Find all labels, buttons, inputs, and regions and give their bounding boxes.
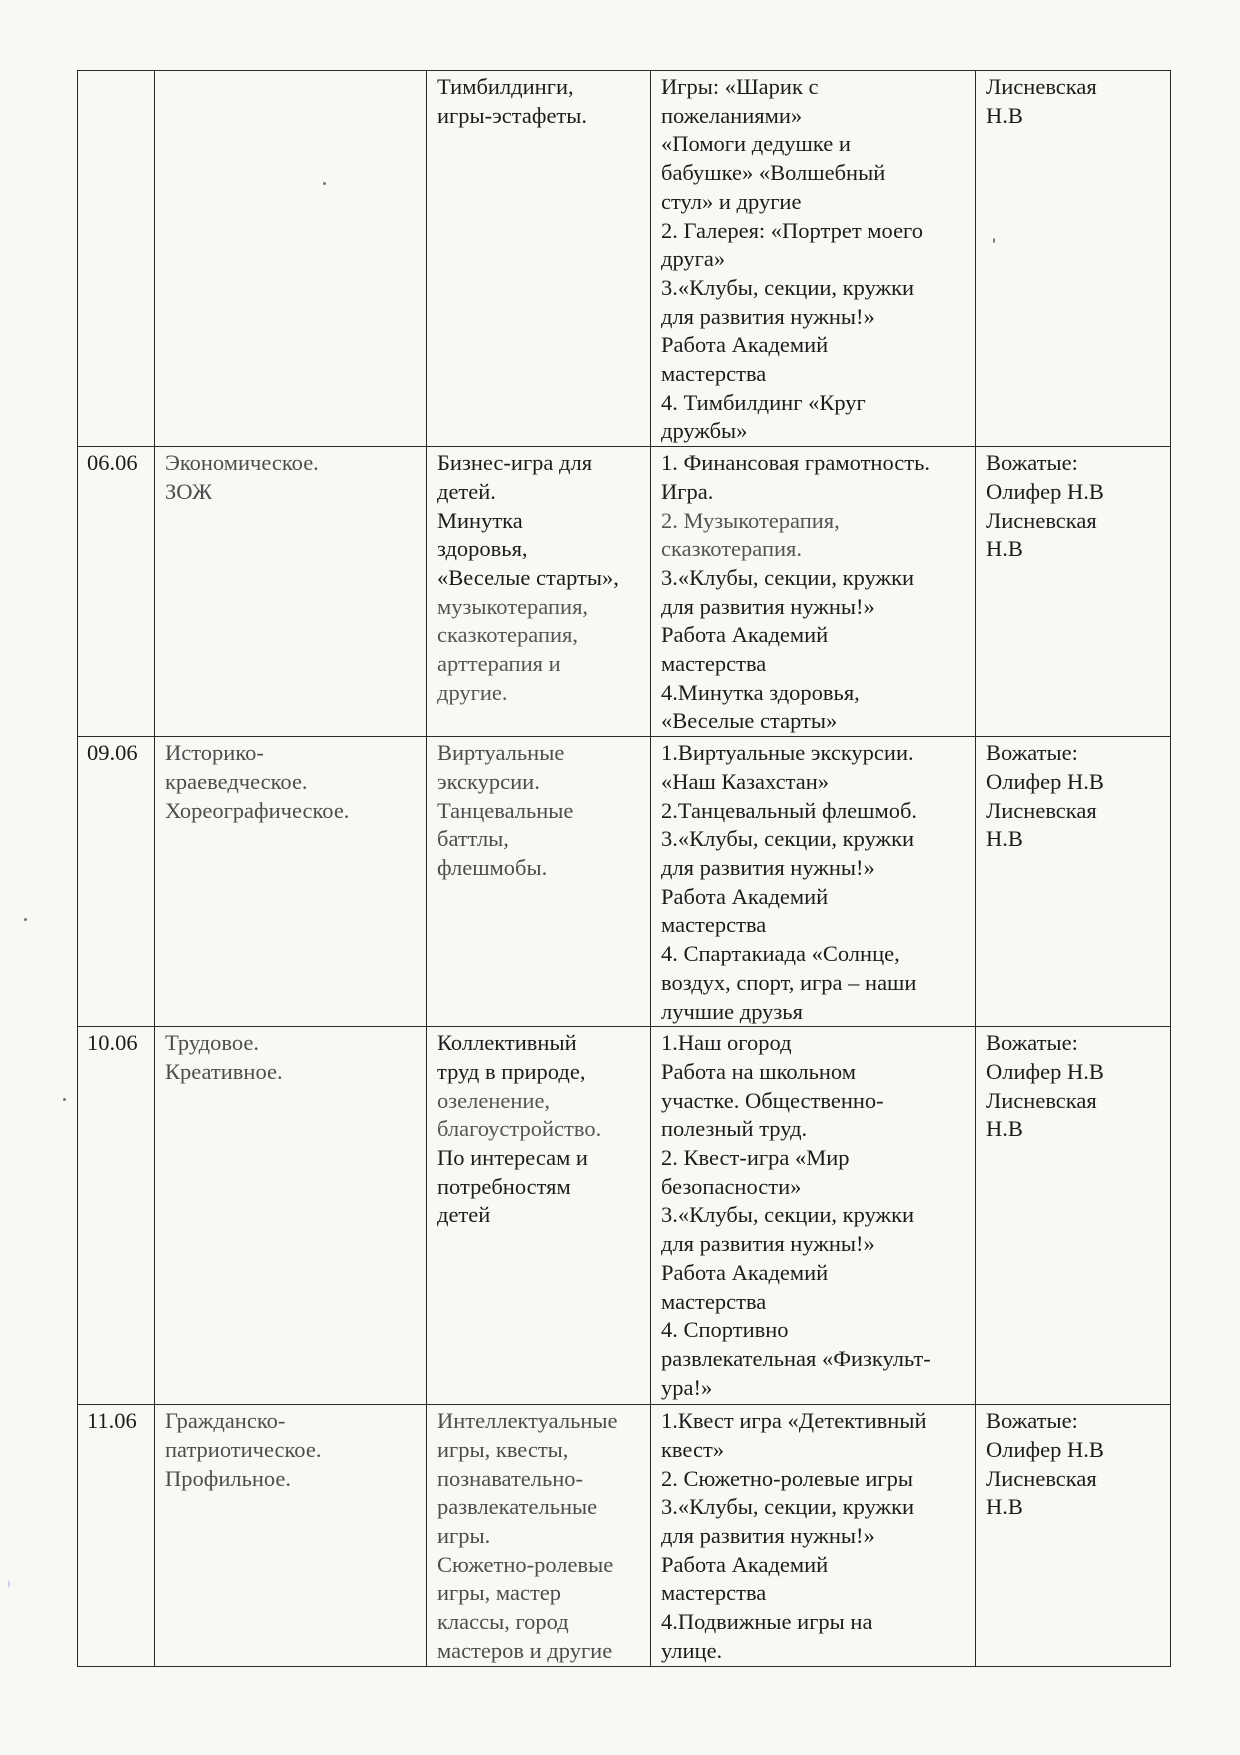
- cell-line: 4. Тимбилдинг «Круг: [661, 389, 866, 415]
- forms-cell: [427, 1027, 651, 1405]
- cell-line: Игры: «Шарик с: [661, 74, 819, 99]
- direction-cell: [155, 1405, 427, 1666]
- cell-line: Виртуальные: [437, 740, 565, 766]
- cell-line: мастерства: [661, 651, 767, 677]
- cell-line: По интересам и: [437, 1145, 588, 1171]
- cell-line: «Помоги дедушке и: [661, 131, 851, 157]
- cell-line: Гражданско-: [165, 1408, 286, 1434]
- cell-line: сказкотерапия,: [437, 622, 579, 648]
- cell-line: Игра.: [661, 478, 714, 504]
- cell-line: Танцевальные: [437, 797, 574, 823]
- responsible-cell: [976, 447, 1171, 737]
- cell-line: стул» и другие: [661, 188, 802, 214]
- cell-line: Лисневская: [986, 797, 1097, 823]
- cell-line: Лисневская: [986, 74, 1097, 99]
- cell-line: Историко-: [165, 740, 264, 766]
- cell-line: Минутка: [437, 507, 523, 533]
- cell-line: Сюжетно-ролевые: [437, 1551, 614, 1577]
- direction-cell: [155, 447, 427, 737]
- cell-line: 3.«Клубы, секции, кружки: [661, 826, 915, 852]
- cell-line: арттерапия и: [437, 651, 561, 677]
- cell-line: флешмобы.: [437, 854, 548, 880]
- scan-speck: [63, 1098, 66, 1101]
- cell-line: Профильное.: [165, 1465, 292, 1491]
- cell-line: развлекательные: [437, 1494, 598, 1520]
- cell-line: мастерства: [661, 361, 767, 387]
- cell-line: Коллективный: [437, 1030, 577, 1056]
- cell-line: для развития нужны!»: [661, 1523, 875, 1549]
- date-cell: 09.06: [78, 737, 155, 1027]
- cell-line: лучшие друзья: [661, 998, 803, 1024]
- cell-line: детей: [437, 1202, 491, 1228]
- cell-line: Лисневская: [986, 507, 1097, 533]
- cell-line: мастеров и другие: [437, 1637, 613, 1663]
- cell-line: «Веселые старты»: [661, 708, 838, 734]
- cell-line: Работа Академий: [661, 332, 829, 358]
- cell-line: сказкотерапия.: [661, 536, 803, 562]
- responsible-cell: [976, 71, 1171, 447]
- cell-line: музыкотерапия,: [437, 593, 589, 619]
- cell-line: Н.В: [986, 102, 1023, 128]
- cell-line: познавательно-: [437, 1465, 584, 1491]
- forms-cell: [427, 447, 651, 737]
- cell-line: Лисневская: [986, 1087, 1097, 1113]
- cell-line: бабушке» «Волшебный: [661, 160, 886, 186]
- cell-line: краеведческое.: [165, 768, 308, 794]
- table-row: [78, 1027, 1171, 1405]
- cell-line: Олифер Н.В: [986, 1436, 1104, 1462]
- cell-line: мастерства: [661, 912, 767, 938]
- table-row: [78, 447, 1171, 737]
- table-row: [78, 737, 1171, 1027]
- cell-line: квест»: [661, 1436, 725, 1462]
- cell-line: мастерства: [661, 1580, 767, 1606]
- cell-line: игры, квесты,: [437, 1436, 569, 1462]
- cell-line: Экономическое.: [165, 450, 319, 476]
- cell-line: Работа Академий: [661, 1259, 829, 1285]
- cell-line: 3.«Клубы, секции, кружки: [661, 274, 915, 300]
- cell-line: 1.Наш огород: [661, 1030, 792, 1056]
- cell-line: благоустройство.: [437, 1116, 602, 1142]
- direction-cell: [155, 1027, 427, 1405]
- cell-line: 2. Квест-игра «Мир: [661, 1145, 850, 1171]
- activities-cell: [651, 447, 976, 737]
- cell-line: озеленение,: [437, 1087, 551, 1113]
- cell-line: детей.: [437, 478, 496, 504]
- cell-line: Хореографическое.: [165, 797, 350, 823]
- schedule-table-body: [78, 71, 1171, 1667]
- cell-line: 3.«Клубы, секции, кружки: [661, 1202, 915, 1228]
- cell-line: полезный труд.: [661, 1116, 808, 1142]
- date-cell: [78, 71, 155, 447]
- cell-line: Работа на школьном: [661, 1058, 856, 1084]
- cell-line: «Веселые старты»,: [437, 564, 619, 590]
- cell-line: баттлы,: [437, 826, 509, 852]
- activities-cell: [651, 71, 976, 447]
- forms-cell: [427, 737, 651, 1027]
- cell-line: потребностям: [437, 1173, 571, 1199]
- cell-line: 2. Сюжетно-ролевые игры: [661, 1465, 914, 1491]
- activities-cell: [651, 1027, 976, 1405]
- cell-line: 4. Спартакиада «Солнце,: [661, 941, 900, 967]
- direction-cell: [155, 71, 427, 447]
- responsible-cell: [976, 1027, 1171, 1405]
- table-row: [78, 71, 1171, 447]
- cell-line: игры-эстафеты.: [437, 102, 588, 128]
- cell-line: 2.Танцевальный флешмоб.: [661, 797, 918, 823]
- cell-line: Н.В: [986, 826, 1023, 852]
- cell-line: 2. Галерея: «Портрет моего: [661, 217, 923, 243]
- cell-line: Креативное.: [165, 1058, 283, 1084]
- cell-line: безопасности»: [661, 1173, 802, 1199]
- cell-line: Трудовое.: [165, 1030, 259, 1056]
- cell-line: классы, город: [437, 1609, 569, 1635]
- cell-line: ура!»: [661, 1374, 713, 1400]
- cell-line: Олифер Н.В: [986, 768, 1104, 794]
- cell-line: для развития нужны!»: [661, 593, 875, 619]
- cell-line: игры.: [437, 1523, 491, 1549]
- cell-line: пожеланиями»: [661, 102, 803, 128]
- cell-line: здоровья,: [437, 536, 528, 562]
- table-row: [78, 1405, 1171, 1666]
- cell-line: Вожатые:: [986, 1408, 1078, 1434]
- cell-line: Работа Академий: [661, 883, 829, 909]
- cell-line: воздух, спорт, игра – наши: [661, 969, 917, 995]
- cell-line: 4. Спортивно: [661, 1317, 789, 1343]
- cell-line: патриотическое.: [165, 1436, 322, 1462]
- cell-line: 4.Подвижные игры на: [661, 1609, 873, 1635]
- cell-line: дружбы»: [661, 418, 748, 444]
- cell-line: 1.Виртуальные экскурсии.: [661, 740, 914, 766]
- cell-line: Работа Академий: [661, 622, 829, 648]
- responsible-cell: [976, 737, 1171, 1027]
- activities-cell: [651, 737, 976, 1027]
- cell-line: Олифер Н.В: [986, 1058, 1104, 1084]
- cell-line: 1.Квест игра «Детективный: [661, 1408, 927, 1434]
- cell-line: другие.: [437, 679, 508, 705]
- cell-line: Вожатые:: [986, 450, 1078, 476]
- activities-cell: [651, 1405, 976, 1666]
- cell-line: 2. Музыкотерапия,: [661, 507, 840, 533]
- cell-line: Бизнес-игра для: [437, 450, 593, 476]
- scan-speck: [24, 918, 27, 921]
- cell-line: развлекательная «Физкульт-: [661, 1345, 931, 1371]
- cell-line: друга»: [661, 246, 726, 272]
- schedule-table: [77, 70, 1171, 1667]
- cell-line: Вожатые:: [986, 1030, 1078, 1056]
- cell-line: игры, мастер: [437, 1580, 562, 1606]
- cell-line: для развития нужны!»: [661, 303, 875, 329]
- cell-line: для развития нужны!»: [661, 854, 875, 880]
- forms-cell: [427, 1405, 651, 1666]
- cell-line: Интеллектуальные: [437, 1408, 618, 1434]
- date-cell: 11.06: [78, 1405, 155, 1666]
- cell-line: Олифер Н.В: [986, 478, 1104, 504]
- cell-line: Н.В: [986, 536, 1023, 562]
- cell-line: Н.В: [986, 1494, 1023, 1520]
- cell-line: Лисневская: [986, 1465, 1097, 1491]
- cell-line: экскурсии.: [437, 768, 540, 794]
- cell-line: улице.: [661, 1637, 723, 1663]
- cell-line: Работа Академий: [661, 1551, 829, 1577]
- cell-line: Вожатые:: [986, 740, 1078, 766]
- responsible-cell: [976, 1405, 1171, 1666]
- cell-line: для развития нужны!»: [661, 1231, 875, 1257]
- date-cell: 10.06: [78, 1027, 155, 1405]
- cell-line: «Наш Казахстан»: [661, 768, 829, 794]
- cell-line: Н.В: [986, 1116, 1023, 1142]
- cell-line: 1. Финансовая грамотность.: [661, 450, 930, 476]
- cell-line: 3.«Клубы, секции, кружки: [661, 1494, 915, 1520]
- cell-line: 3.«Клубы, секции, кружки: [661, 564, 915, 590]
- cell-line: мастерства: [661, 1288, 767, 1314]
- cell-line: ЗОЖ: [165, 478, 213, 504]
- cell-line: участке. Общественно-: [661, 1087, 884, 1113]
- cell-line: труд в природе,: [437, 1058, 586, 1084]
- direction-cell: [155, 737, 427, 1027]
- cell-line: Тимбилдинги,: [437, 74, 574, 99]
- cell-line: 4.Минутка здоровья,: [661, 679, 860, 705]
- date-cell: 06.06: [78, 447, 155, 737]
- scan-speck: [8, 1580, 10, 1588]
- forms-cell: [427, 71, 651, 447]
